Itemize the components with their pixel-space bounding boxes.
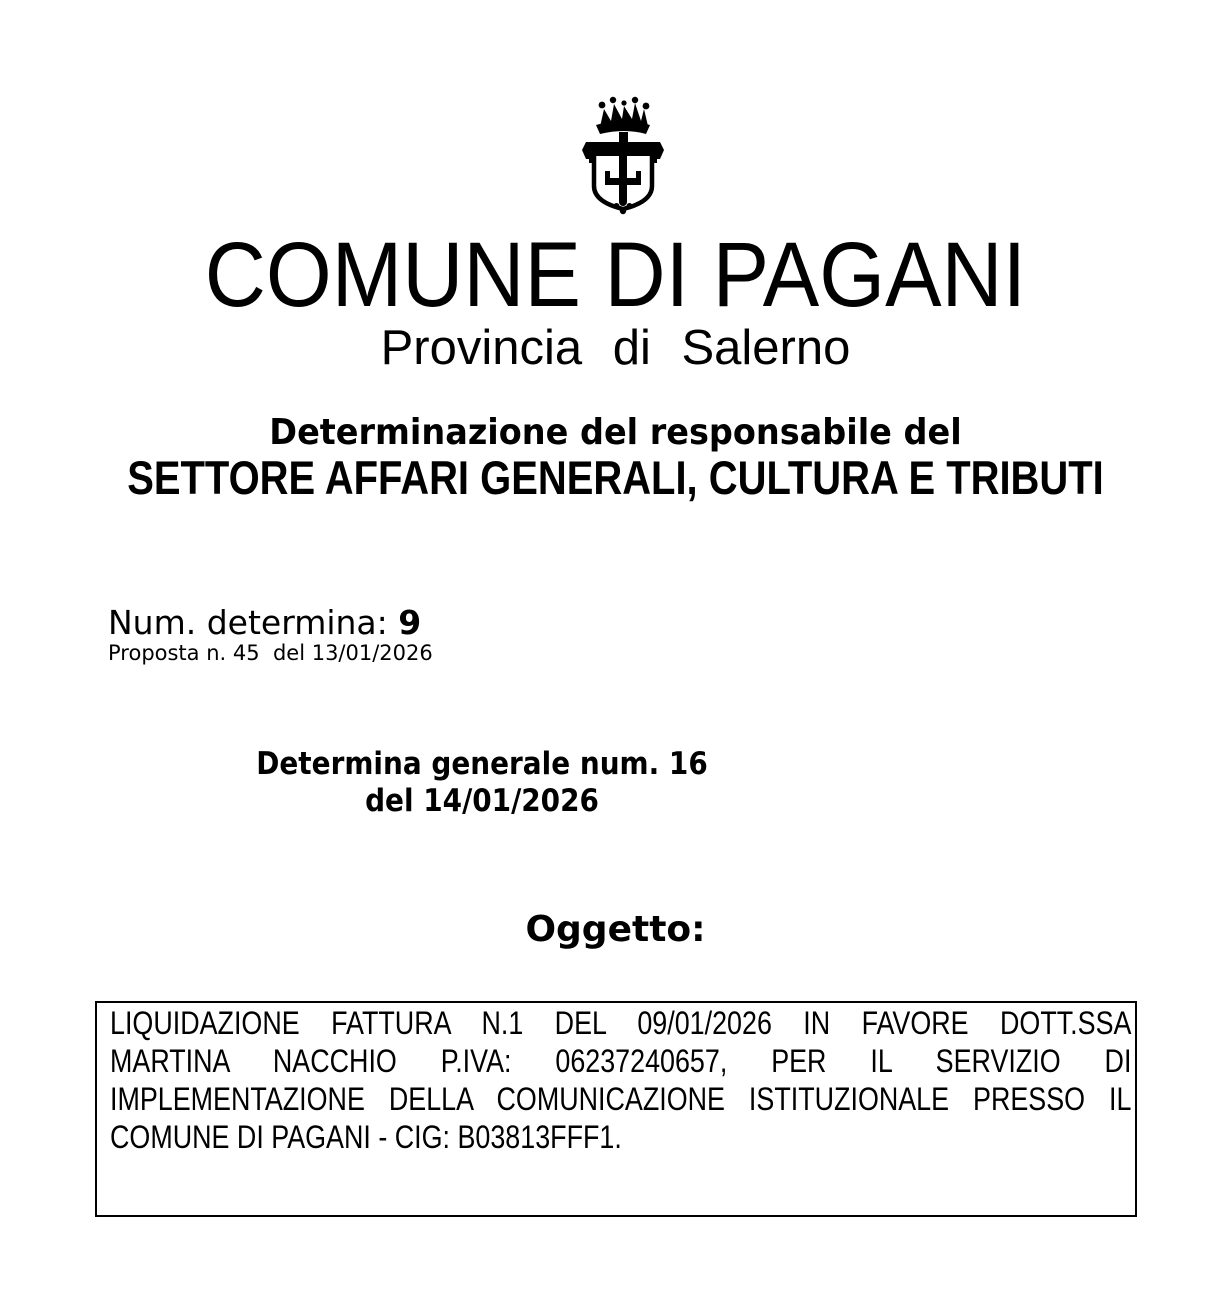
oggetto-heading: Oggetto: xyxy=(525,909,706,950)
provincia-subtitle: Provincia di Salerno xyxy=(380,321,851,375)
settore-heading: SETTORE AFFARI GENERALI, CULTURA E TRIBUTI xyxy=(127,451,1104,504)
comune-coat-of-arms-icon xyxy=(580,94,666,216)
oggetto-box xyxy=(95,1001,1137,1217)
determina-generale-line2: del 14/01/2026 xyxy=(365,783,599,819)
comune-title: COMUNE DI PAGANI xyxy=(204,224,1027,326)
determinazione-heading: Determinazione del responsabile del xyxy=(269,412,962,453)
num-determina-value: 9 xyxy=(398,603,422,642)
num-determina-line xyxy=(108,603,422,642)
oggetto-text-line-2: MARTINA NACCHIO P.IVA: 06237240657, PER IL SERVIZIO DI xyxy=(110,1043,1132,1079)
oggetto-text-line-1: LIQUIDAZIONE FATTURA N.1 DEL 09/01/2026 IN FAVORE DOTT.SSA xyxy=(110,1005,1132,1041)
num-determina-label: Num. determina: xyxy=(108,603,388,642)
proposta-line: Proposta n. 45 del 13/01/2026 xyxy=(108,641,433,665)
determina-generale-block xyxy=(144,746,821,820)
oggetto-text-line-4: COMUNE DI PAGANI - CIG: B03813FFF1. xyxy=(110,1119,622,1155)
oggetto-text-line-3: IMPLEMENTAZIONE DELLA COMUNICAZIONE ISTITUZIONALE PRESSO IL xyxy=(110,1081,1132,1117)
determina-generale-line1: Determina generale num. 16 xyxy=(256,746,708,782)
